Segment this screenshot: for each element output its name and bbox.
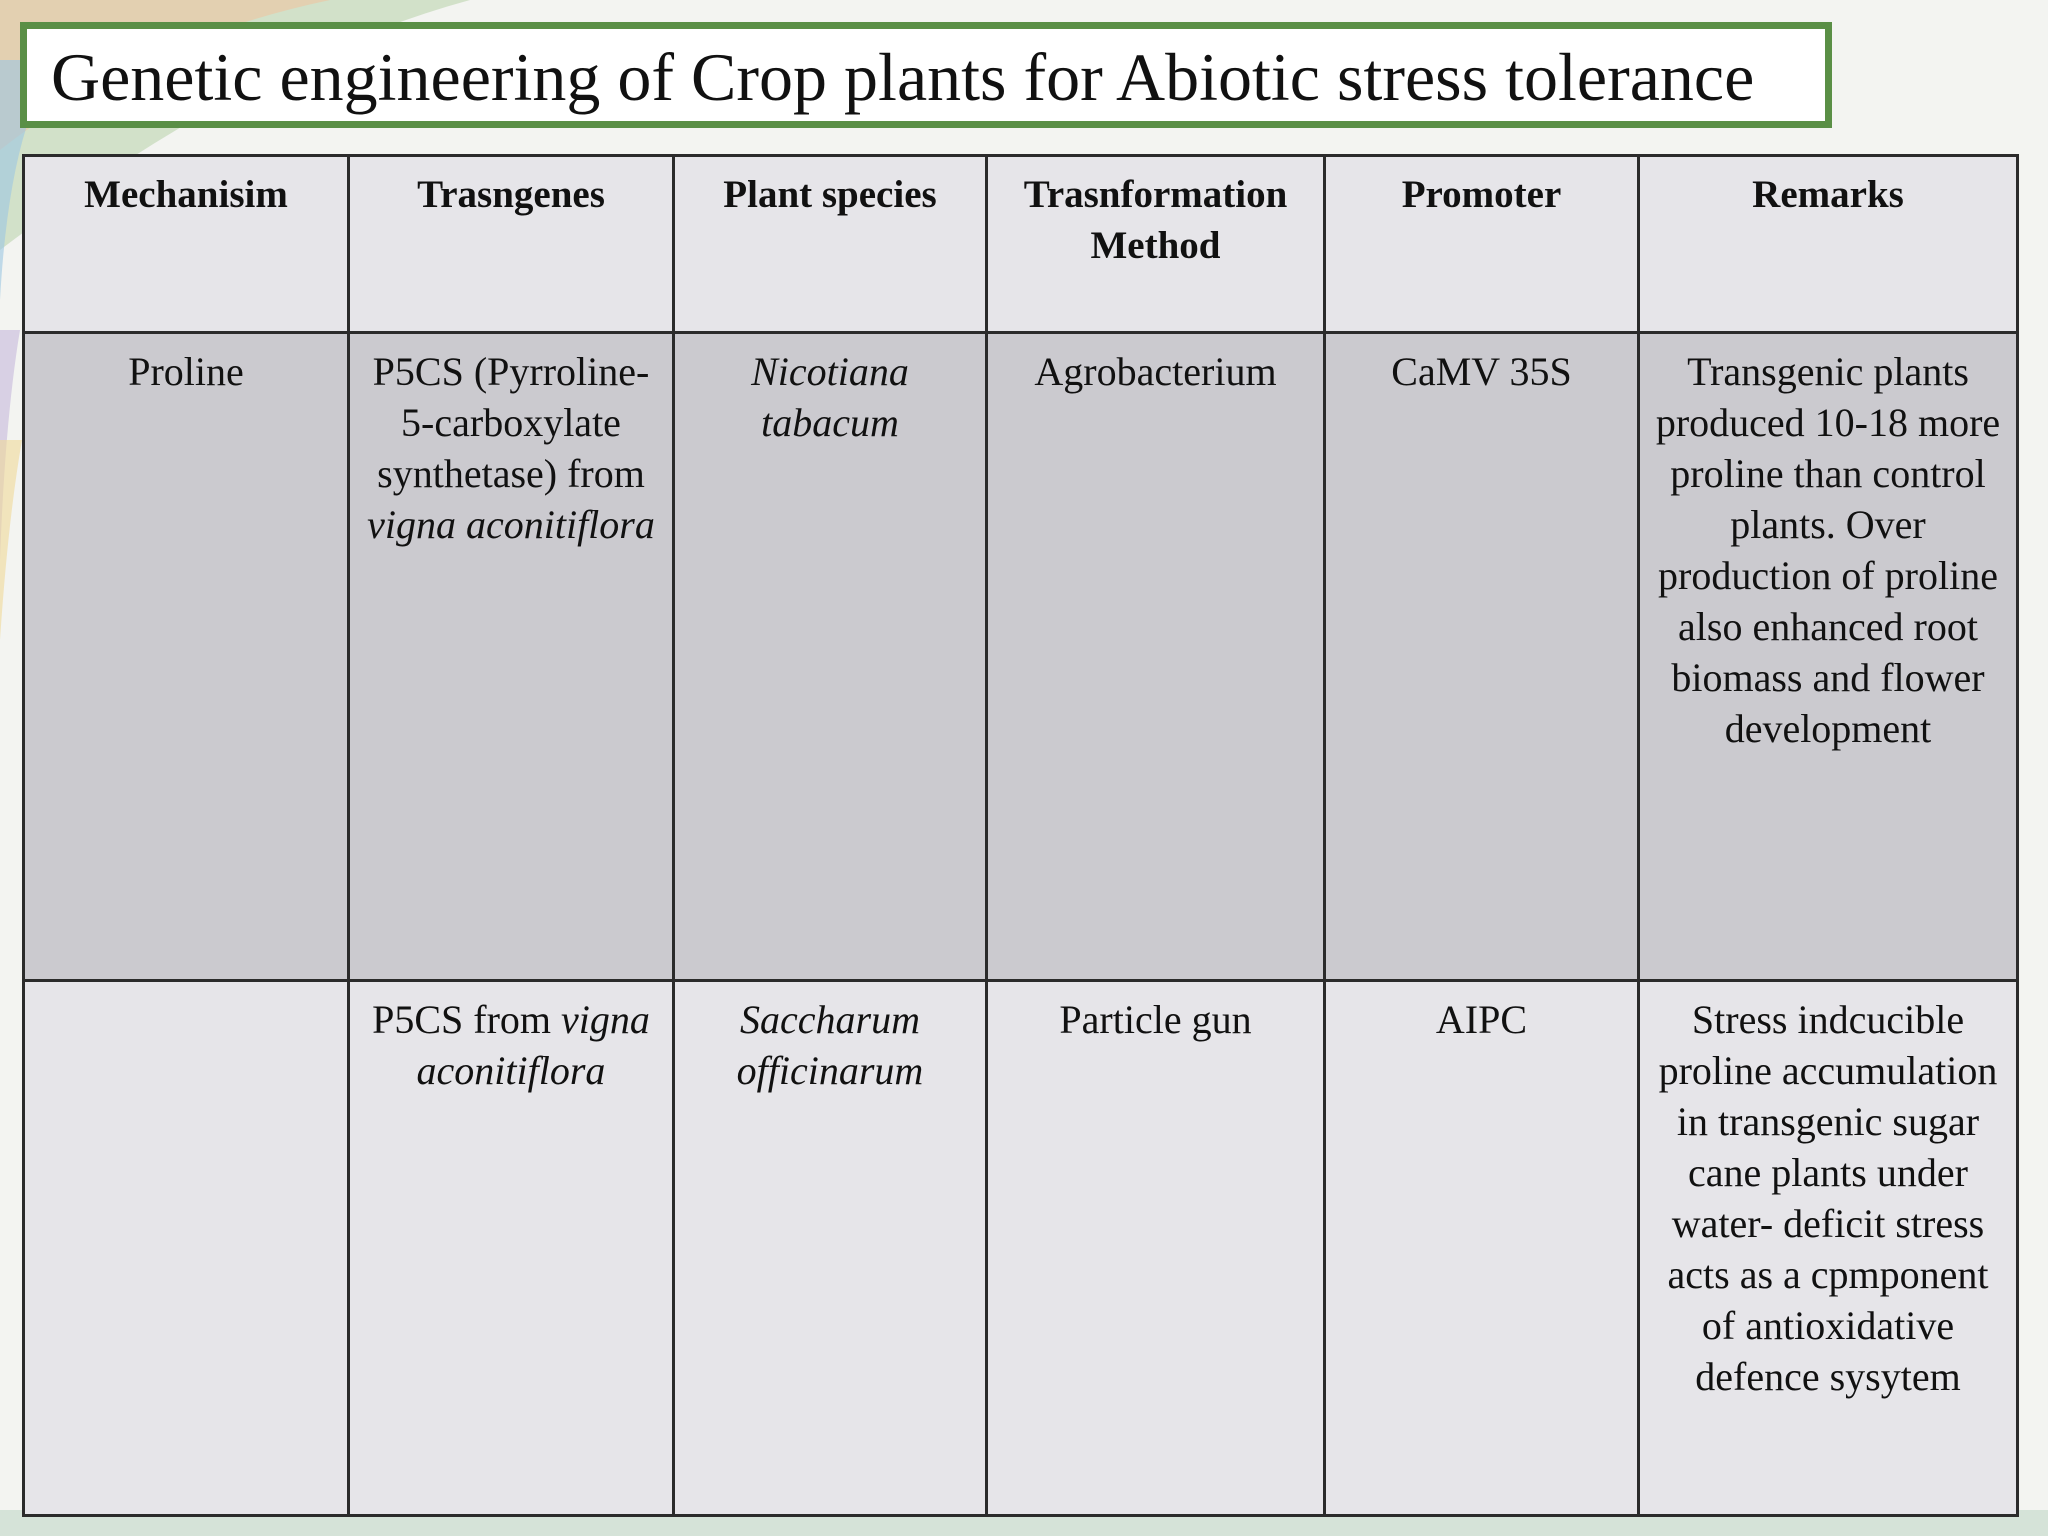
table-row [24,981,2018,1516]
slide-title-box [20,22,1832,128]
cell-mechanism: Proline [24,333,349,981]
cell-method: Agrobacterium [987,333,1325,981]
cell-plant-species: Saccharum officinarum [674,981,987,1516]
transgene-table [22,154,2019,1517]
table-header-row [24,156,2018,333]
header-transformation-method: Trasnformation Method [987,156,1325,333]
cell-transgene [349,981,674,1516]
transgene-prefix: P5CS (Pyrroline-5-carboxylate synthetase) from [372,349,650,496]
header-transgenes: Trasngenes [349,156,674,333]
cell-remarks: Transgenic plants produced 10-18 more proline than control plants. Over production of proline also enhanced root biomass and flower development [1639,333,2018,981]
header-plant-species: Plant species [674,156,987,333]
cell-transgene [349,333,674,981]
header-remarks: Remarks [1639,156,2018,333]
cell-method: Particle gun [987,981,1325,1516]
cell-promoter: AIPC [1325,981,1639,1516]
slide-title: Genetic engineering of Crop plants for Abiotic stress tolerance [51,39,1755,115]
cell-plant-species: Nicotiana tabacum [674,333,987,981]
cell-promoter: CaMV 35S [1325,333,1639,981]
cell-mechanism [24,981,349,1516]
header-promoter: Promoter [1325,156,1639,333]
transgene-source-species: vigna aconitiflora [367,502,655,547]
transgene-prefix: P5CS from [372,997,552,1042]
transgene-source-species: vigna aconitiflora [416,997,650,1093]
table-row [24,333,2018,981]
cell-remarks: Stress indcucible proline accumulation in transgenic sugar cane plants under water- deficit stress acts as a cpmponent of antioxidative defence sysytem [1639,981,2018,1516]
header-mechanism: Mechanisim [24,156,349,333]
